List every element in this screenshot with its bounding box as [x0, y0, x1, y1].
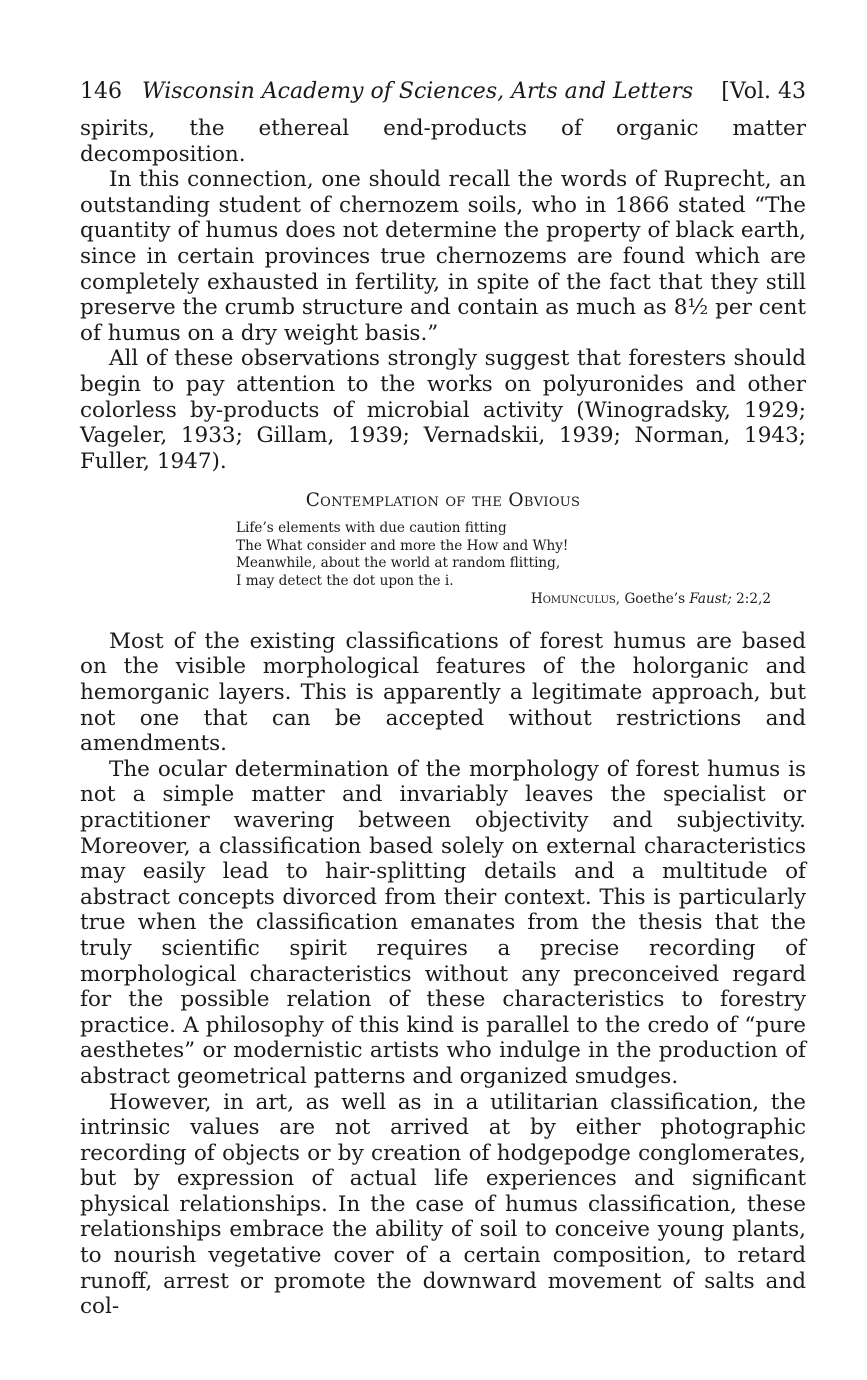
- epigraph-line: Meanwhile, about the world at random flitting,: [236, 555, 561, 572]
- epigraph-attribution: [236, 591, 771, 609]
- page-number: 146: [80, 79, 122, 104]
- page: [80, 76, 806, 1320]
- running-head: [80, 76, 806, 108]
- attribution-source: Goethe’s: [624, 591, 686, 608]
- paragraph: Most of the existing classifications of forest humus are based on the visible morphological features of the holorganic and hemorganic layers. This is apparently a legitimate approach, but not one that can be accepted without restrictions and amendments.: [80, 628, 806, 757]
- volume-label: [Vol. 43: [721, 79, 806, 104]
- epigraph-line: I may detect the dot upon the i.: [236, 572, 454, 589]
- paragraph: All of these observations strongly suggest that foresters should begin to pay attention to the works on polyuronides and other colorless by-products of microbial activity (Winogradsky, 1929; Vageler, 1933; Gillam, 1939; Vernadskii, 1939; Norman, 1943; Fuller, 1947).: [80, 346, 806, 474]
- body-text-bottom: [80, 629, 806, 1320]
- attribution-author: Homunculus,: [530, 591, 621, 608]
- paragraph: However, in art, as well as in a utilitarian classification, the intrinsic values are not arrived at by either photographic recording of objects or by creation of hodgepodge conglomerates, but by expression of actual life experiences and significant physical relationships. In the case of humus classification, these relationships embrace the ability of soil to conceive young plants, to nourish vegetative cover of a certain composition, to retard runoff, arrest or promote the downward movement of salts and col-: [80, 1089, 806, 1320]
- epigraph: [236, 520, 771, 609]
- attribution-work: Faust;: [689, 591, 732, 608]
- journal-title: Wisconsin Academy of Sciences, Arts and Letters: [142, 79, 694, 104]
- epigraph-line: The What consider and more the How and Why!: [236, 537, 569, 554]
- epigraph-line: Life’s elements with due caution fitting: [236, 520, 507, 537]
- body-text-top: [80, 116, 806, 474]
- paragraph: The ocular determination of the morphology of forest humus is not a simple matter and invariably leaves the specialist or practitioner wavering between objectivity and subjectivity. Moreover, a classification based solely on external characteristics may easily lead to hair-splitting details and a multitude of abstract concepts divorced from their context. This is particularly true when the classification emanates from the thesis that the truly scientific spirit requires a precise recording of morphological characteristics without any preconceived regard for the possible relation of these characteristics to forestry practice. A philosophy of this kind is parallel to the credo of “pure aesthetes” or modernistic artists who indulge in the production of abstract geometrical patterns and organized smudges.: [80, 756, 806, 1089]
- attribution-ref: 2:2,2: [736, 591, 771, 608]
- section-heading: Contemplation of the Obvious: [305, 490, 581, 512]
- paragraph: In this connection, one should recall the words of Ruprecht, an outstanding student of chernozem soils, who in 1866 stated “The quantity of humus does not determine the property of black earth, since in certain provinces true chernozems are found which are completely exhausted in fertility, in spite of the fact that they still preserve the crumb structure and contain as much as 8½ per cent of humus on a dry weight basis.”: [80, 167, 806, 346]
- paragraph: spirits, the ethereal end-products of organic matter decomposition.: [80, 116, 806, 167]
